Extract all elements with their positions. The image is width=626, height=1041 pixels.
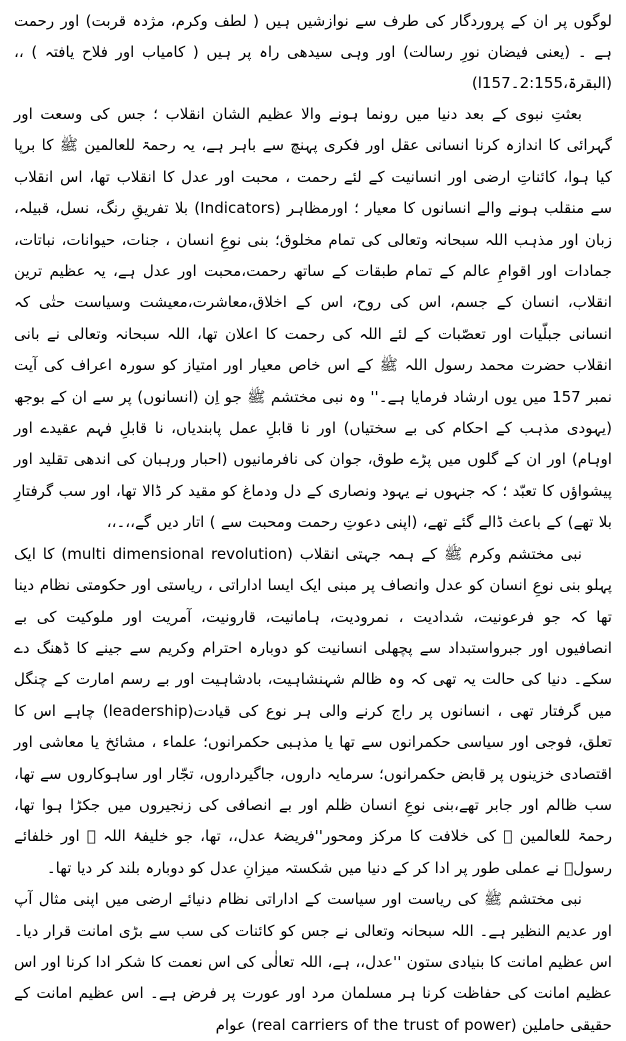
document-body (14, 6, 612, 1041)
paragraph-4: نبی مختشم ﷺ کی ریاست اور سیاست کے اداراتی نظام دنیائے ارضی میں اپنی مثال آپ اور عدیم النظیر ہے۔ اللہ سبحانہ وتعالی نے جس کو کائنات کی سب سے بڑی امانت قرار دیا۔ اس عظیم امانت کا بنیادی ستون ''عدل،، ہے، اللہ تعالٰی کی اس نعمت کا شکر ادا کرنا اور اس عظیم امانت کی حفاظت کرنا ہر مسلمان مرد اور عورت پر فرض ہے۔ اس عظیم امانت کے حقیقی حاملین (real carriers of the trust of power) عوام (14, 890, 612, 1034)
paragraph-1: لوگوں پر ان کے پروردگار کی طرف سے نوازشیں ہیں ( لطف وکرم، مژدہ قربت) اور رحمت ہے ۔ (یعنی فیضان نورِ رسالت) اور وہی سیدھی راہ پر ہیں ( کامیاب اور فلاح یافتہ ) ،، (البقرۃ،2:155۔157ا) (14, 12, 612, 92)
paragraph-2: بعثتِ نبوی کے بعد دنیا میں رونما ہونے والا عظیم الشان انقلاب ؛ جس کی وسعت اور گہرائی کا اندازہ کرنا انسانی عقل اور فکری پہنچ سے باہر ہے، یہ رحمۃ للعالمین ﷺ کا برپا کیا ہوا، کائناتِ ارضی اور انسانیت کے لئے رحمت ، محبت اور عدل کا انقلاب تھا، اس انقلاب سے منقلب ہونے والے انسانوں کا معیار ؛ اورمظاہر (Indicators) بلا تفریقِ رنگ، نسل، قبیلہ، زبان اور مذہب اللہ سبحانہ وتعالی کی تمام مخلوق؛ بنی نوعِ انسان ، جنات، حیوانات، نباتات، جمادات اور اقوامِ عالم کے تمام طبقات کے ساتھ رحمت،محبت اور عدل ہے، یہ عظیم ترین انقلاب، انسان کے جسم، اس کی روح، اس کے اخلاق،معاشرت،معیشت وسیاست حتٰی کہ انسانی جبلّیات اور تعصّبات کے لئے اللہ کی رحمت کا اعلان تھا، اللہ سبحانہ وتعالی نے بانی انقلاب حضرت محمد رسول اللہ ﷺ کے اس خاص معیار اور امتیاز کو سورہ اعراف کی آیت نمبر 157 میں یوں ارشاد فرمایا ہے۔'' وہ نبی مختشم ﷺ جو اِن (انسانوں) پر سے ان کے بوجھ (یہودی مذہب کے احکام کی بے سختیاں) اور نا قابلِ عمل پابندیاں، نا قابلِ فہم عقیدے اور اوہام) اور ان کے گلوں میں پڑے طوق، جوان کی نافرمانیوں (احبار ورہبان کی اندھی تقلید اور پیشواؤں کا تعبّد ؛ کہ جنہوں نے یہود ونصاری کے دل ودماغ کو مقید کر ڈالا تھا، اور سب گرفتارِ بلا تھے) کے باعث ڈالے گئے تھے، (اپنی دعوتِ رحمت ومحبت سے ) اتار دیں گے،،۔،، (14, 105, 612, 532)
paragraph-3: نبی مختشم وکرم ﷺ کے ہمہ جہتی انقلاب (multi dimensional revolution) کا ایک پہلو بنی نوعِ انسان کو عدل وانصاف پر مبنی ایک ایسا اداراتی ، ریاستی اور حکومتی نظام دینا تھا کہ جو فرعونیت، شدادیت ، نمرودیت، ہامانیت، قارونیت، آمریت اور ملوکیت کی بے انصافیوں اور جبرواستبداد سے پچھلی انسانیت کو دوبارہ احترام وکریم سے جینے کا ڈھنگ دے سکے۔ دنیا کی حالت یہ تھی کہ وہ ظالم شہنشاہیت، بادشاہیت اور بے رسم امارت کے چنگل میں گرفتار تھی ، انسانوں پر راج کرنے والی ہر نوع کی قیادت(leadership) چاہے اس کا تعلق، فوجی اور سیاسی حکمرانوں سے تھا یا مذہبی حکمرانوں؛ علماء ، مشائخ یا معاشی اور اقتصادی خزینوں پر قابض حکمرانوں؛ سرمایہ داروں، جاگیرداروں، تجّار اور ساہوکاروں سے تھا، سب ظالم اور جابر تھے،بنی نوعِ انسان ظلم اور بے انصافی کی زنجیروں میں جکڑا ہوا تھا، رحمۃ للعالمین ﷺ کی خلافت کا مرکز ومحور''فریضۂ عدل،، تھا، جو خلیفۂ اللہ ﷺ اور خلفائے رسولؐ نے عملی طور پر ادا کر کے دنیا میں شکستہ میزانِ عدل کو دوبارہ بلند کر دیا تھا۔ (14, 544, 612, 877)
